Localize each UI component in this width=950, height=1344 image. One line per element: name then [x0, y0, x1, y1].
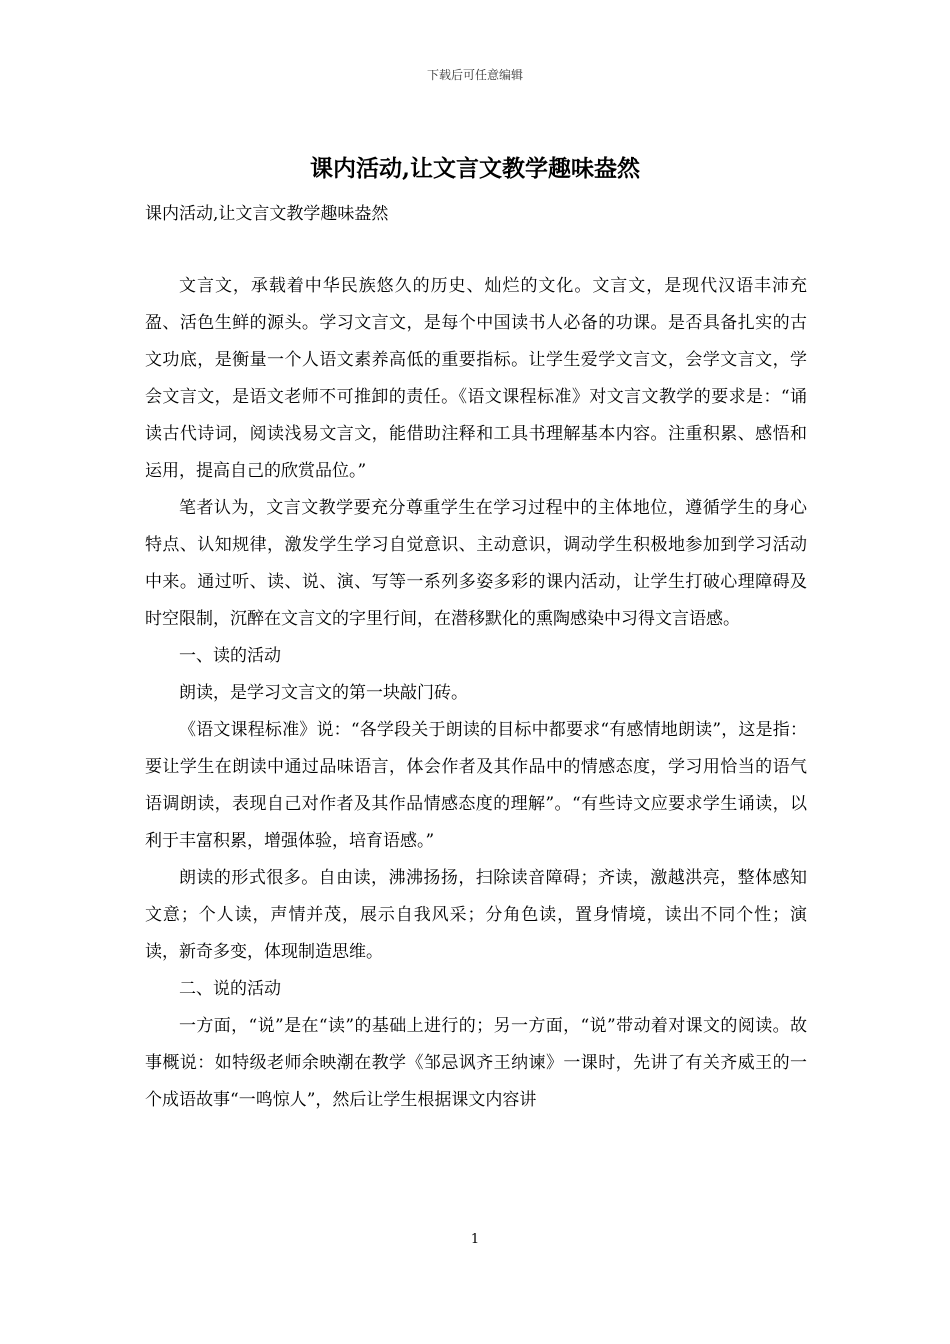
- paragraph: 笔者认为，文言文教学要充分尊重学生在学习过程中的主体地位，遵循学生的身心特点、认知规律，激发学生学习自觉意识、主动意识，调动学生积极地参加到学习活动中来。通过听、读、说、演、写等一系列多姿多彩的课内活动，让学生打破心理障碍及时空限制，沉醉在文言文的字里行间，在潜移默化的熏陶感染中习得文言语感。: [145, 498, 807, 629]
- document-body: [145, 268, 807, 1119]
- paragraph: 朗读，是学习文言文的第一块敲门砖。: [179, 683, 468, 703]
- section-heading: 一、读的活动: [179, 646, 281, 666]
- document-subtitle: 课内活动,让文言文教学趣味盎然: [145, 204, 389, 224]
- paragraph: 朗读的形式很多。自由读，沸沸扬扬，扫除读音障碍；齐读，激越洪亮，整体感知文意；个人读，声情并茂，展示自我风采；分角色读，置身情境，读出不同个性；演读，新奇多变，体现制造思维。: [145, 868, 807, 962]
- paragraph: 《语文课程标准》说：“各学段关于朗读的目标中都要求“有感情地朗读”，这是指：要让学生在朗读中通过品味语言，体会作者及其作品中的情感态度，学习用恰当的语气语调朗读，表现自己对作者及其作品情感态度的理解”。“有些诗文应要求学生诵读，以利于丰富积累，增强体验，培育语感。”: [145, 720, 807, 851]
- paragraph: 文言文，承载着中华民族悠久的历史、灿烂的文化。文言文，是现代汉语丰沛充盈、活色生鲜的源头。学习文言文，是每个中国读书人必备的功课。是否具备扎实的古文功底，是衡量一个人语文素养高低的重要指标。让学生爱学文言文，会学文言文，学会文言文，是语文老师不可推卸的责任。《语文课程标准》对文言文教学的要求是：“诵读古代诗词，阅读浅易文言文，能借助注释和工具书理解基本内容。注重积累、感悟和运用，提高自己的欣赏品位。”: [145, 276, 807, 481]
- paragraph: 一方面，“说”是在“读”的基础上进行的；另一方面，“说”带动着对课文的阅读。故事概说：如特级老师余映潮在教学《邹忌讽齐王纳谏》一课时，先讲了有关齐威王的一个成语故事“一鸣惊人”，然后让学生根据课文内容讲: [145, 1016, 807, 1110]
- section-heading: 二、说的活动: [179, 979, 281, 999]
- page-number: 1: [470, 1232, 480, 1247]
- page-header-note: 下载后可任意编辑: [426, 68, 523, 82]
- document-title: 课内活动,让文言文教学趣味盎然: [309, 155, 640, 182]
